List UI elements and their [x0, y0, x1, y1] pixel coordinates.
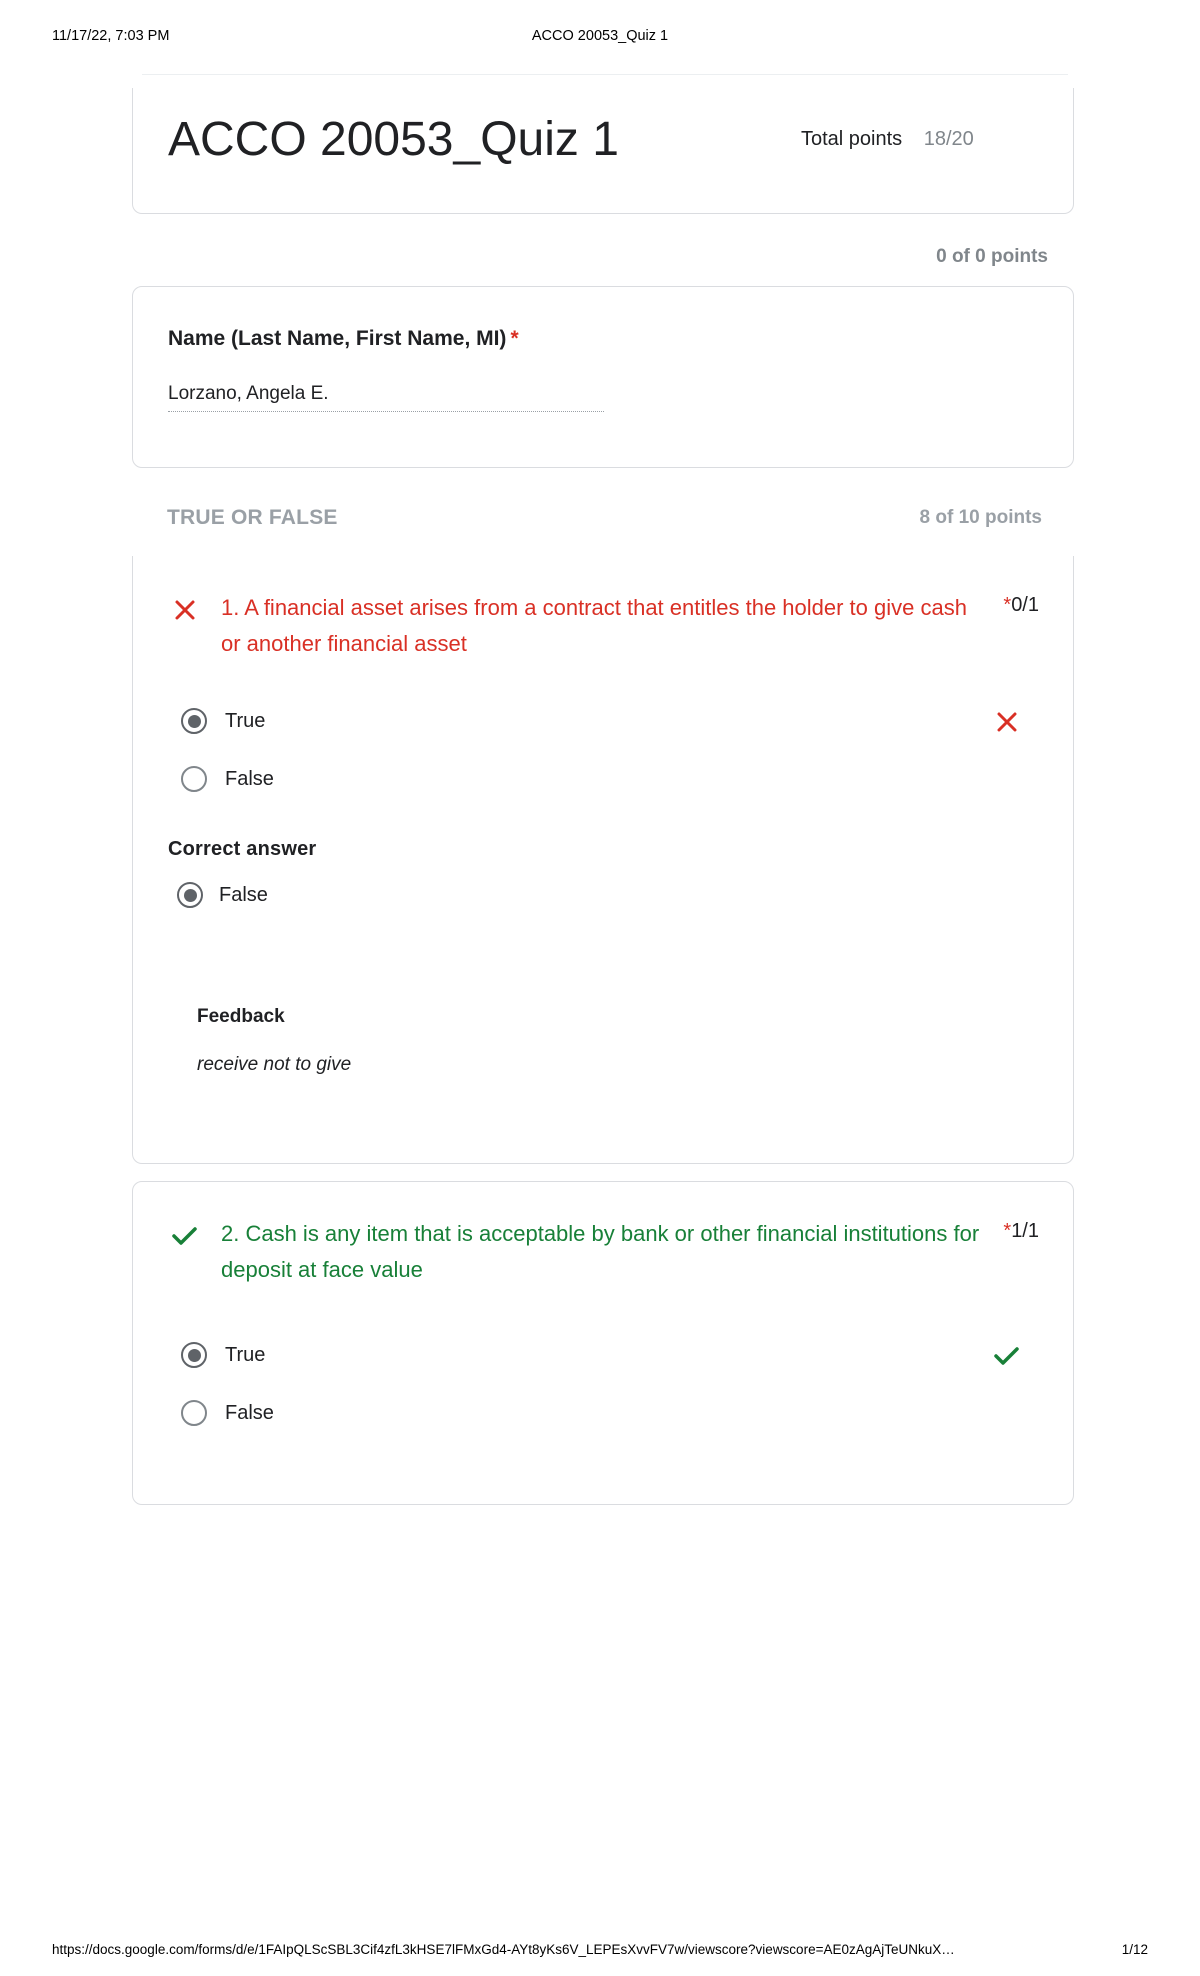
option-true[interactable]	[181, 1338, 265, 1372]
option-label: True	[225, 709, 266, 732]
form-title: ACCO 20053_Quiz 1	[168, 113, 619, 166]
question-card-2	[132, 1181, 1074, 1505]
name-section-points: 0 of 0 points	[936, 246, 1048, 267]
question-score: *0/1	[1003, 594, 1039, 616]
name-answer: Lorzano, Angela E.	[168, 383, 604, 412]
print-title: ACCO 20053_Quiz 1	[531, 28, 669, 44]
print-header	[52, 28, 1148, 48]
print-url: https://docs.google.com/forms/d/e/1FAIpQLScSBL3Cif4zfL3kHSE7lFMxGd4-AYt8yKs6V_LEPEsXvvFV7w/viewscore?viewscore=AE0zAgAjTeUNkuX…	[52, 1942, 955, 1957]
option-label: False	[225, 1401, 274, 1424]
question-text: 1. A financial asset arises from a contract that entitles the holder to give cash or another financial asset	[221, 595, 967, 656]
radio-selected	[177, 882, 203, 908]
required-mark: *	[510, 327, 519, 350]
feedback-heading: Feedback	[197, 1006, 285, 1027]
x-icon	[171, 596, 199, 624]
option-label: True	[225, 1343, 266, 1366]
total-points-value: 18/20	[923, 128, 974, 150]
option-label: False	[225, 767, 274, 790]
name-question-card	[132, 286, 1074, 468]
check-icon	[171, 1222, 199, 1250]
correct-answer-option	[177, 878, 268, 912]
option-true[interactable]	[181, 704, 265, 738]
radio-selected[interactable]	[181, 1342, 207, 1368]
question-text: 2. Cash is any item that is acceptable by bank or other financial institutions for deposit at face value	[221, 1221, 980, 1282]
total-points	[801, 128, 974, 151]
x-icon	[993, 708, 1021, 736]
check-icon	[993, 1342, 1021, 1370]
print-datetime: 11/17/22, 7:03 PM	[52, 28, 170, 44]
correct-answer-heading: Correct answer	[168, 838, 317, 860]
question-card-1	[132, 556, 1074, 1164]
radio-unselected[interactable]	[181, 1400, 207, 1426]
correct-answer-label: False	[219, 883, 268, 906]
page-number: 1/12	[1121, 1942, 1148, 1957]
option-false[interactable]	[181, 762, 274, 796]
radio-selected[interactable]	[181, 708, 207, 734]
feedback-text: receive not to give	[197, 1054, 352, 1075]
form-title-card	[132, 88, 1074, 214]
name-question-label: Name (Last Name, First Name, MI) *	[168, 327, 519, 350]
question-score: *1/1	[1003, 1220, 1039, 1242]
top-divider	[142, 74, 1068, 75]
radio-unselected[interactable]	[181, 766, 207, 792]
section-points: 8 of 10 points	[919, 507, 1042, 528]
print-footer	[52, 1942, 1148, 1962]
section-title: TRUE OR FALSE	[167, 506, 338, 529]
option-false[interactable]	[181, 1396, 274, 1430]
total-points-label: Total points	[801, 128, 903, 150]
